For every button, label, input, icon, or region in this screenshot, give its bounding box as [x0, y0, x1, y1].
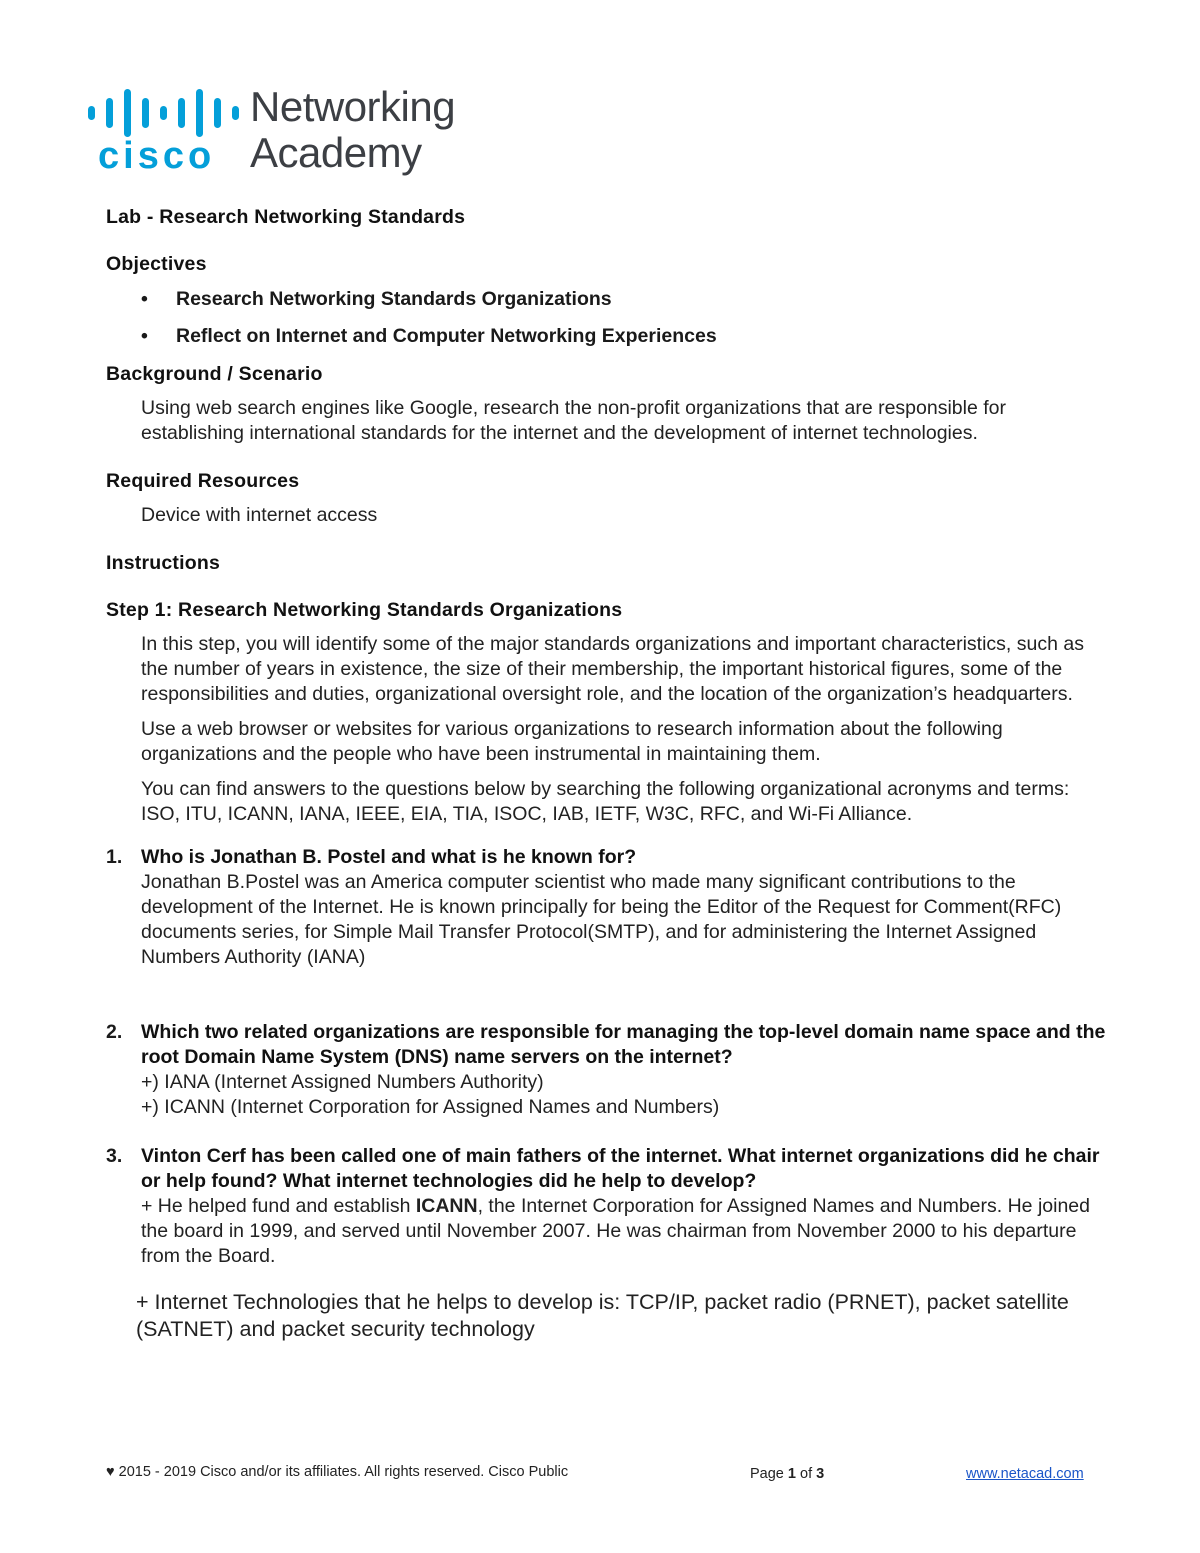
- footer-copyright: ♥ 2015 - 2019 Cisco and/or its affiliates. All rights reserved. Cisco Public: [106, 1464, 569, 1480]
- instructions-heading: Instructions: [106, 552, 220, 574]
- step1-paragraph: You can find answers to the questions below by searching the following organizational acronyms and terms: ISO, ITU, ICANN, IANA, IEEE, EIA, TIA, ISOC, IAB, IETF, W3C, RFC, and Wi-Fi Alliance.: [141, 778, 1070, 825]
- objective-text: Reflect on Internet and Computer Networking Experiences: [176, 325, 717, 347]
- objectives-list: [106, 286, 1106, 349]
- extra-answer: + Internet Technologies that he helps to develop is: TCP/IP, packet radio (PRNET), packet satellite (SATNET) and packet security technology: [136, 1290, 1069, 1341]
- answer-text: +) ICANN (Internet Corporation for Assigned Names and Numbers): [141, 1096, 720, 1118]
- resources-heading: Required Resources: [106, 470, 300, 492]
- answer-text: [141, 1194, 1106, 1269]
- bullet-icon: •: [141, 288, 148, 310]
- question-list: [106, 845, 1106, 1269]
- cisco-wordmark: cisco: [98, 135, 216, 177]
- page-total: 3: [816, 1466, 825, 1482]
- background-text: Using web search engines like Google, research the non-profit organizations that are responsible for establishing international standards for the internet and the development of internet technologies.: [141, 397, 1006, 444]
- step1-heading: Step 1: Research Networking Standards Organizations: [106, 599, 623, 621]
- bullet-icon: •: [141, 325, 148, 347]
- objectives-heading: Objectives: [106, 253, 207, 275]
- question-text: Who is Jonathan B. Postel and what is he known for?: [141, 846, 637, 868]
- question-number: 3.: [106, 1145, 123, 1167]
- answer-text: Jonathan B.Postel was an America computer scientist who made many significant contributions to the development of the Internet. He is known principally for being the Editor of the Request for Comment(RFC) documents series, for Simple Mail Transfer Protocol(SMTP), and for administering the Internet Assigned Numbers Authority (IANA): [141, 871, 1062, 968]
- objective-text: Research Networking Standards Organizations: [176, 288, 612, 310]
- logo-line-academy: Academy: [250, 129, 422, 176]
- answer-suffix: , the Internet Corporation for Assigned Names and Numbers. He joined the board in 1999, and served until November 2007. He was chairman from November 2000 to his departure from the Board.: [141, 1195, 1090, 1267]
- footer-link[interactable]: www.netacad.com: [966, 1466, 1084, 1482]
- question-item-1: [106, 845, 1106, 970]
- doc-title: Lab - Research Networking Standards: [106, 206, 466, 228]
- question-text: Which two related organizations are responsible for managing the top-level domain name space and the root Domain Name System (DNS) name servers on the internet?: [141, 1021, 1106, 1068]
- logo-text: [250, 84, 455, 176]
- question-text: Vinton Cerf has been called one of main fathers of the internet. What internet organizations did he chair or help found? What internet technologies did he help to develop?: [141, 1145, 1100, 1192]
- question-number: 1.: [106, 846, 123, 868]
- question-item-3: [106, 1144, 1106, 1269]
- cisco-bars-icon: [88, 89, 239, 137]
- logo-line-networking: Networking: [250, 83, 456, 130]
- question-number: 2.: [106, 1021, 123, 1043]
- page-current: 1: [787, 1466, 796, 1482]
- step1-paragraph: In this step, you will identify some of the major standards organizations and important characteristics, such as the number of years in existence, the size of their membership, the important historical figures, some of the responsibilities and duties, organizational oversight role, and the location of the organization’s headquarters.: [141, 633, 1084, 705]
- document-body: [106, 206, 1106, 1343]
- objective-item: [106, 286, 1106, 312]
- footer-page-number: [750, 1466, 824, 1482]
- step1-paragraph: Use a web browser or websites for various organizations to research information about the following organizations and the people who have been instrumental in maintaining them.: [141, 718, 1003, 765]
- answer-text: +) IANA (Internet Assigned Numbers Authority): [141, 1071, 544, 1093]
- answer-bold-term: ICANN: [415, 1195, 478, 1217]
- question-item-2: [106, 1020, 1106, 1120]
- page-of: of: [795, 1466, 817, 1482]
- page-label: Page: [750, 1466, 788, 1482]
- background-heading: Background / Scenario: [106, 363, 323, 385]
- resources-text: Device with internet access: [141, 504, 378, 526]
- answer-prefix: + He helped fund and establish: [141, 1195, 416, 1217]
- objective-item: [106, 323, 1106, 349]
